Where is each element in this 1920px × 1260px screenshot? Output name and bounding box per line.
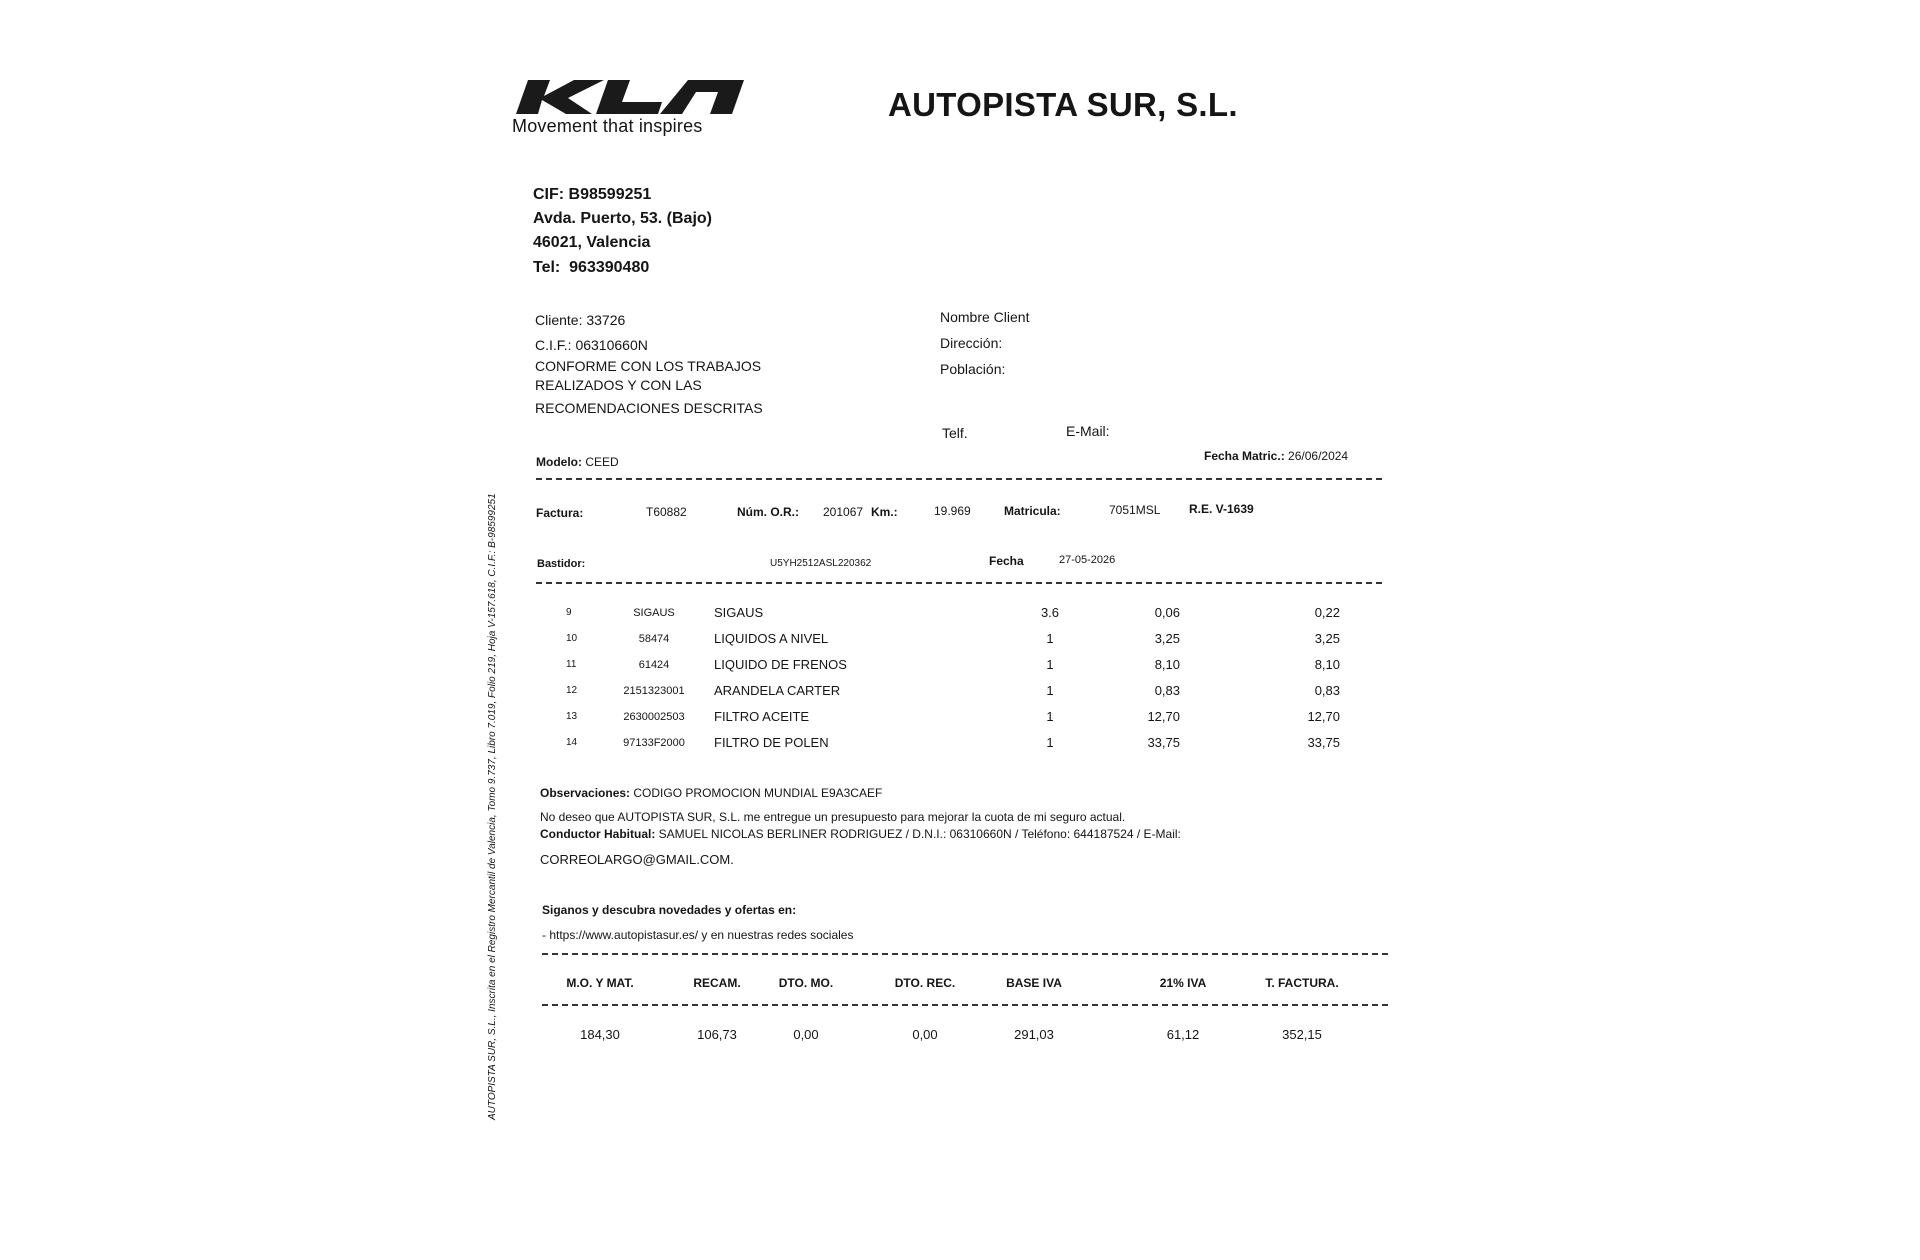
observaciones-value: CODIGO PROMOCION MUNDIAL E9A3CAEF: [633, 786, 883, 800]
line-number: 9: [566, 607, 572, 618]
totals-header-mo-mat: M.O. Y MAT.: [566, 976, 634, 990]
client-id: Cliente: 33726: [535, 312, 626, 328]
telf-label: Telf.: [942, 425, 968, 441]
conforme-line-3: RECOMENDACIONES DESCRITAS: [535, 400, 763, 416]
modelo: [536, 455, 619, 469]
conductor-value: SAMUEL NICOLAS BERLINER RODRIGUEZ / D.N.I.: 06310660N / Teléfono: 644187524 / E-Mail:: [658, 827, 1181, 841]
line-code: 58474: [638, 633, 670, 645]
totals-header-iva: 21% IVA: [1159, 976, 1207, 990]
line-quantity: 1: [1046, 709, 1054, 724]
divider: [536, 478, 1382, 480]
poblacion-label: Población:: [940, 361, 1006, 377]
totals-header-dto-rec: DTO. REC.: [894, 976, 956, 990]
line-code: 97133F2000: [623, 737, 685, 749]
totals-value-base-iva: 291,03: [1014, 1027, 1054, 1042]
km-label: Km.:: [871, 505, 898, 519]
line-number: 10: [566, 633, 578, 644]
line-code: 2151323001: [623, 685, 685, 697]
totals-value-mo-mat: 184,30: [580, 1027, 620, 1042]
line-number: 12: [566, 685, 578, 696]
conductor-label: Conductor Habitual:: [540, 827, 656, 841]
line-unit-price: 33,75: [1147, 735, 1180, 750]
line-unit-price: 12,70: [1147, 709, 1180, 724]
nombre-client-label: Nombre Client: [940, 309, 1030, 325]
re-value: R.E. V-1639: [1189, 502, 1254, 516]
seguro-note: No deseo que AUTOPISTA SUR, S.L. me entregue un presupuesto para mejorar la cuota de mi seguro actual.: [540, 810, 1126, 824]
modelo-label: Modelo:: [536, 455, 582, 469]
conductor-email: CORREOLARGO@GMAIL.COM.: [540, 852, 734, 867]
direccion-label: Dirección:: [940, 335, 1003, 351]
side-legal-text: AUTOPISTA SUR, S.L., Inscrita en el Registro Mercantil de Valencia, Tomo 9.737, Libro 7.019, Folio 219, Hoja V-157.618, C.I.F.: B-98599251: [487, 493, 498, 1120]
matricula-label: Matricula:: [1004, 504, 1061, 518]
fecha-matric: [1204, 449, 1348, 463]
km-value: 19.969: [934, 504, 971, 518]
divider: [542, 953, 1388, 955]
line-unit-price: 8,10: [1154, 657, 1180, 672]
totals-value-dto-mo: 0,00: [793, 1027, 819, 1042]
line-description: FILTRO ACEITE: [714, 709, 810, 724]
line-number: 14: [566, 737, 578, 748]
kia-logo-mark: [512, 76, 748, 116]
line-quantity: 1: [1046, 631, 1054, 646]
line-unit-price: 0,06: [1154, 605, 1180, 620]
line-code: SIGAUS: [633, 607, 675, 619]
line-unit-price: 0,83: [1154, 683, 1180, 698]
line-quantity: 1: [1046, 735, 1054, 750]
fecha-label: Fecha: [989, 554, 1024, 568]
conforme-line-2: REALIZADOS Y CON LAS: [535, 377, 702, 393]
line-description: FILTRO DE POLEN: [714, 735, 829, 750]
line-total: 0,83: [1314, 683, 1340, 698]
line-quantity: 3.6: [1040, 605, 1060, 620]
fecha-matric-value: 26/06/2024: [1288, 449, 1349, 463]
line-total: 12,70: [1307, 709, 1340, 724]
totals-header-dto-mo: DTO. MO.: [778, 976, 834, 990]
tel-value: 963390480: [569, 259, 650, 276]
email-label: E-Mail:: [1066, 423, 1110, 439]
line-number: 11: [566, 659, 577, 670]
divider: [536, 582, 1382, 584]
modelo-value: CEED: [585, 455, 619, 469]
client-cif: C.I.F.: 06310660N: [535, 337, 648, 353]
line-description: LIQUIDOS A NIVEL: [714, 631, 829, 646]
web-link: - https://www.autopistasur.es/ y en nuestras redes sociales: [542, 928, 854, 942]
totals-value-iva: 61,12: [1166, 1027, 1200, 1042]
line-description: SIGAUS: [714, 605, 764, 620]
line-description: ARANDELA CARTER: [714, 683, 841, 698]
line-total: 8,10: [1314, 657, 1340, 672]
line-number: 13: [566, 711, 578, 722]
line-description: LIQUIDO DE FRENOS: [714, 657, 847, 672]
bastidor-label: Bastidor:: [537, 558, 586, 570]
totals-value-dto-rec: 0,00: [912, 1027, 938, 1042]
line-total: 0,22: [1314, 605, 1340, 620]
line-code: 61424: [638, 659, 670, 671]
totals-value-total-factura: 352,15: [1282, 1027, 1322, 1042]
logo-tagline: Movement that inspires: [512, 116, 703, 136]
totals-value-recam: 106,73: [697, 1027, 737, 1042]
conductor-habitual: [540, 827, 1181, 841]
observaciones: [540, 786, 882, 800]
bastidor-value: U5YH2512ASL220362: [770, 558, 872, 569]
fecha-value: 27-05-2026: [1059, 554, 1116, 566]
totals-header-total-factura: T. FACTURA.: [1265, 976, 1339, 990]
company-address-2: 46021, Valencia: [533, 234, 651, 251]
company-name: AUTOPISTA SUR, S.L.: [888, 86, 1238, 123]
line-quantity: 1: [1046, 657, 1054, 672]
divider: [542, 1004, 1388, 1006]
num-or-label: Núm. O.R.:: [737, 505, 799, 519]
totals-header-recam: RECAM.: [693, 976, 741, 990]
siganos-text: Siganos y descubra novedades y ofertas en:: [542, 903, 797, 917]
company-cif: CIF: B98599251: [533, 186, 652, 203]
line-unit-price: 3,25: [1154, 631, 1180, 646]
fecha-matric-label: Fecha Matric.:: [1204, 449, 1285, 463]
conforme-line-1: CONFORME CON LOS TRABAJOS: [535, 358, 762, 374]
line-code: 2630002503: [623, 711, 685, 723]
factura-label: Factura:: [536, 506, 584, 520]
num-or-value: 201067: [823, 505, 864, 519]
matricula-value: 7051MSL: [1109, 503, 1161, 517]
line-total: 3,25: [1314, 631, 1340, 646]
line-quantity: 1: [1046, 683, 1054, 698]
company-tel: [533, 259, 649, 277]
observaciones-label: Observaciones:: [540, 786, 631, 800]
company-address-1: Avda. Puerto, 53. (Bajo): [533, 210, 712, 227]
tel-label: Tel:: [533, 259, 561, 276]
totals-header-base-iva: BASE IVA: [1006, 976, 1062, 990]
factura-value: T60882: [646, 505, 687, 519]
kia-logo: [512, 76, 748, 121]
line-total: 33,75: [1307, 735, 1340, 750]
